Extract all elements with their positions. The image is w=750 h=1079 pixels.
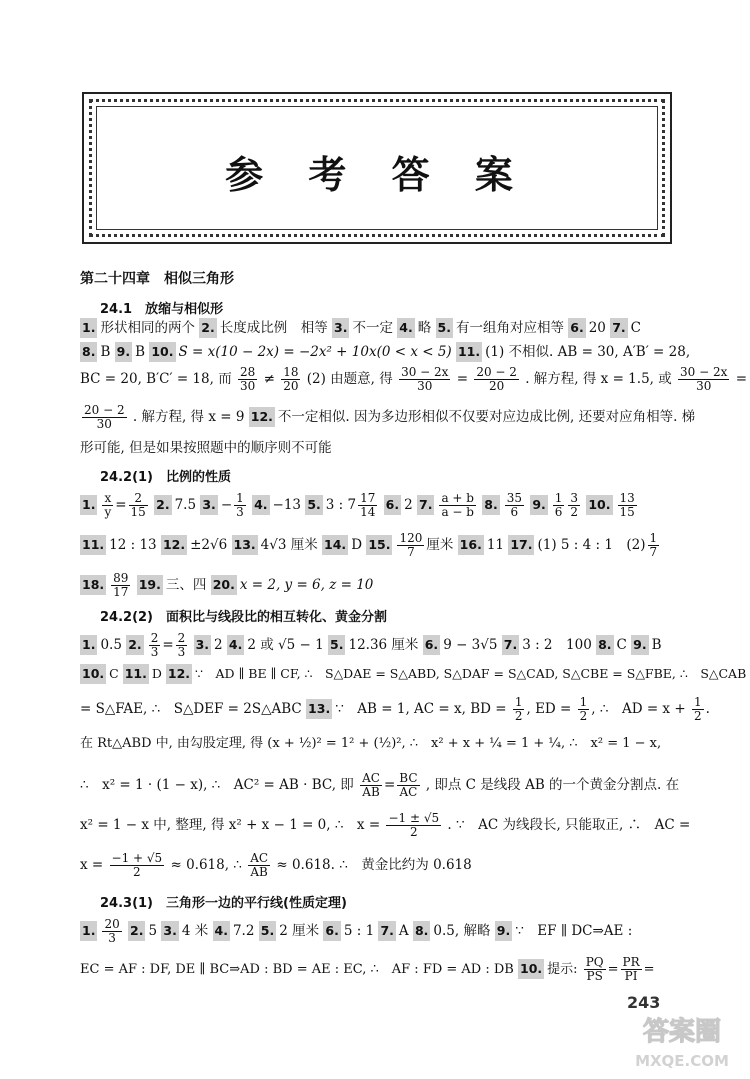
answer-text: (1) 5 : 4 : 1 (2) — [537, 537, 646, 553]
question-number: 11. — [123, 664, 149, 684]
question-number: 1. — [80, 921, 97, 941]
fraction: $\frac{1}{3}$ — [236, 491, 244, 519]
answer-text: EC = AF : DF, DE ∥ BC⇒AD : BD = AE : EC, ∴ AF : FD = AD : DB — [80, 962, 514, 977]
answer-text: 2 厘米 — [279, 923, 320, 939]
question-number: 2. — [128, 921, 145, 941]
answer-text: 形状相同的两个 — [100, 320, 195, 336]
fraction: $\frac{AC}{AB}$ — [362, 771, 380, 799]
answer-text: 7.2 — [232, 923, 255, 939]
operator: = — [456, 371, 469, 387]
answer-text: − — [220, 497, 233, 513]
fraction: $\frac{3}{2}$ — [570, 491, 579, 519]
fraction: $\frac{13}{15}$ — [619, 491, 635, 519]
answer-text: 提示: — [547, 962, 578, 977]
section-heading-24-2-1: 24.2(1) 比例的性质 — [100, 470, 232, 485]
question-number: 8. — [596, 635, 613, 655]
answer-line — [80, 492, 672, 519]
question-number: 8. — [482, 495, 499, 515]
fraction: $\frac{17}{14}$ — [360, 491, 376, 519]
fraction: $\frac{20 - 2}{20}$ — [476, 365, 517, 393]
operator: = — [735, 371, 748, 387]
answer-line — [80, 852, 672, 879]
question-number: 3. — [332, 318, 349, 338]
question-number: 4. — [213, 921, 230, 941]
answer-text: −13 — [272, 497, 302, 513]
answer-line — [80, 403, 696, 431]
question-number: 1. — [80, 318, 97, 338]
answer-text: C — [109, 666, 119, 681]
watermark-logo — [618, 1010, 746, 1072]
question-number: 6. — [568, 318, 585, 338]
answer-text: . 解方程, 得 x = 1.5, 或 — [525, 371, 672, 387]
answer-line — [80, 811, 691, 839]
answer-text: 12 : 13 — [109, 537, 157, 553]
question-number: 10. — [518, 959, 544, 979]
question-number: 10. — [149, 342, 175, 362]
answer-line — [80, 918, 672, 945]
answer-text: 20 — [588, 320, 606, 336]
answer-line — [80, 365, 748, 393]
question-number: 3. — [161, 921, 178, 941]
question-number: 2. — [199, 318, 216, 338]
answer-text: 11 — [486, 537, 505, 553]
answer-text: (2) 由题意, 得 — [306, 371, 393, 387]
answer-text: ∵ AD ∥ BE ∥ CF, ∴ S△DAE = S△ABD, S△DAF = S△CAD, S△CBE = S△FBE, ∴ S△CAB — [195, 666, 747, 681]
question-number: 10. — [80, 664, 106, 684]
answer-text: B — [100, 344, 111, 360]
chapter-heading: 第二十四章 相似三角形 — [80, 271, 234, 287]
answer-line — [80, 695, 710, 723]
answer-text: ∴ x² = 1 · (1 − x), ∴ AC² = AB · BC, 即 — [80, 777, 354, 793]
fraction: $\frac{2}{3}$ — [150, 631, 159, 659]
question-number: 16. — [458, 535, 484, 555]
question-number: 17. — [508, 535, 534, 555]
fraction: $\frac{20 - 2}{30}$ — [84, 403, 125, 431]
answer-line: 在 Rt△ABD 中, 由勾股定理, 得 (x + ½)² = 1² + (½)², ∴ x² + x + ¼ = 1 + ¼, ∴ x² = 1 − x, — [80, 736, 662, 751]
question-number: 3. — [194, 635, 211, 655]
answer-text: ±2√6 — [190, 537, 228, 553]
fraction: $\frac{1}{2}$ — [514, 695, 523, 723]
title-frame — [82, 92, 672, 244]
answer-text: 略 — [417, 320, 432, 336]
answer-text: 2 — [404, 497, 413, 513]
question-number: 5. — [305, 495, 322, 515]
fraction: $\frac{-1 \pm √5}{2}$ — [388, 811, 440, 839]
question-number: 7. — [417, 495, 434, 515]
answer-line: 形可能, 但是如果按照题中的顺序则不可能 — [80, 440, 332, 456]
answer-text: 有一组角对应相等 — [455, 320, 564, 336]
answer-text: x = 2, y = 6, z = 10 — [239, 577, 374, 593]
fraction: $\frac{18}{20}$ — [283, 365, 299, 393]
answer-text: . — [705, 701, 710, 717]
question-number: 11. — [456, 342, 482, 362]
fraction: $\frac{1}{2}$ — [579, 695, 588, 723]
question-number: 12. — [161, 535, 187, 555]
answer-text: C — [630, 320, 641, 336]
answer-text: ∵ EF ∥ DC⇒AE : — [515, 923, 633, 939]
answer-text: 厘米 — [426, 537, 454, 553]
answer-line — [80, 342, 691, 362]
fraction: $\frac{PQ}{PS}$ — [585, 955, 604, 983]
fraction: $\frac{2}{3}$ — [177, 631, 186, 659]
question-number: 6. — [384, 495, 401, 515]
question-number: 2. — [154, 495, 171, 515]
answer-text: 4 米 — [181, 923, 209, 939]
question-number: 8. — [413, 921, 430, 941]
answer-text: , 即点 C 是线段 AB 的一个黄金分割点. 在 — [425, 777, 680, 793]
question-number: 4. — [252, 495, 269, 515]
answer-text: 3 : 7 — [325, 497, 357, 513]
answer-text: x² = 1 − x 中, 整理, 得 x² + x − 1 = 0, ∴ x = — [80, 817, 381, 833]
answer-text: , ED = — [526, 701, 572, 717]
question-number: 10. — [586, 495, 612, 515]
question-number: 5. — [436, 318, 453, 338]
question-number: 7. — [610, 318, 627, 338]
operator: = — [162, 637, 174, 653]
question-number: 14. — [322, 535, 348, 555]
question-number: 7. — [378, 921, 395, 941]
answer-text: B — [651, 637, 662, 653]
fraction: $\frac{a + b}{a - b}$ — [441, 491, 474, 519]
answer-text: . ∵ AC 为线段长, 只能取正, ∴ AC = — [447, 817, 691, 833]
answer-text: (1) 不相似. AB = 30, A′B′ = 28, — [485, 344, 691, 360]
fraction: $\frac{PR}{PI}$ — [622, 955, 640, 983]
answer-text: 5 : 1 — [343, 923, 375, 939]
answer-text: 长度成比例 相等 — [219, 320, 328, 336]
answer-text: ≈ 0.618. ∴ 黄金比约为 0.618 — [276, 857, 472, 873]
question-number: 15. — [366, 535, 392, 555]
answer-text: ∵ AB = 1, AC = x, BD = — [335, 701, 507, 717]
operator: ≠ — [263, 371, 275, 387]
question-number: 9. — [530, 495, 547, 515]
svg-text:MXQE.COM: MXQE.COM — [635, 1052, 729, 1070]
question-number: 4. — [397, 318, 414, 338]
question-number: 6. — [323, 921, 340, 941]
section-heading-24-2-2: 24.2(2) 面积比与线段比的相互转化、黄金分割 — [100, 610, 388, 625]
question-number: 8. — [80, 342, 97, 362]
answer-text: 4√3 厘米 — [260, 537, 318, 553]
fraction: $\frac{120}{7}$ — [399, 531, 423, 559]
svg-text:答案圈: 答案圈 — [642, 1017, 722, 1047]
question-number: 12. — [166, 664, 192, 684]
question-number: 13. — [306, 699, 332, 719]
answer-text: 2 — [214, 637, 223, 653]
answer-text: 5 — [148, 923, 158, 939]
fraction: $\frac{30 - 2x}{30}$ — [401, 365, 449, 393]
answer-text: 7.5 — [174, 497, 197, 513]
question-number: 20. — [211, 575, 237, 595]
question-number: 9. — [631, 635, 648, 655]
section-heading-24-1: 24.1 放缩与相似形 — [100, 302, 224, 317]
fraction: $\frac{28}{30}$ — [240, 365, 256, 393]
answer-text: D — [151, 666, 162, 681]
question-number: 11. — [80, 535, 106, 555]
fraction: $\frac{20}{3}$ — [104, 917, 120, 945]
question-number: 1. — [80, 495, 97, 515]
fraction: $\frac{30 - 2x}{30}$ — [680, 365, 728, 393]
answer-text: A — [398, 923, 409, 939]
answer-text: C — [616, 637, 627, 653]
question-number: 13. — [232, 535, 258, 555]
operator: = — [643, 962, 655, 977]
fraction: $\frac{x}{y}$ — [104, 491, 112, 519]
answer-text: 3 : 2 100 — [522, 637, 592, 653]
answer-text: . 解方程, 得 x = 9 — [132, 409, 245, 425]
answer-text: 三、四 — [165, 577, 207, 593]
answer-text: x = — [80, 857, 104, 873]
answer-text: D — [351, 537, 363, 553]
answer-line — [80, 572, 672, 599]
question-number: 12. — [249, 407, 275, 427]
question-number: 5. — [259, 921, 276, 941]
answer-text: 2 或 √5 − 1 — [247, 637, 324, 653]
answer-text: BC = 20, B′C′ = 18, 而 — [80, 371, 232, 387]
fraction: $\frac{AC}{AB}$ — [250, 851, 269, 879]
fraction: $\frac{35}{6}$ — [506, 491, 523, 519]
question-number: 7. — [502, 635, 519, 655]
question-number: 5. — [328, 635, 345, 655]
section-heading-24-3-1: 24.3(1) 三角形一边的平行线(性质定理) — [100, 896, 347, 911]
answer-text: 12.36 厘米 — [348, 637, 419, 653]
answer-line — [80, 664, 747, 684]
fraction: $\frac{2}{15}$ — [130, 491, 146, 519]
answer-line — [80, 956, 672, 983]
fraction: $\frac{1}{7}$ — [649, 531, 658, 559]
question-number: 4. — [227, 635, 244, 655]
fraction: $\frac{-1 + √5}{2}$ — [111, 851, 163, 879]
answer-text: = S△FAE, ∴ S△DEF = 2S△ABC — [80, 701, 302, 717]
question-number: 1. — [80, 635, 97, 655]
operator: = — [115, 497, 127, 513]
answer-text: 9 − 3√5 — [443, 637, 498, 653]
answer-text: 不一定相似. 因为多边形相似不仅要对应边成比例, 还要对应角相等. 梯 — [277, 409, 696, 425]
answer-line — [80, 318, 672, 338]
answer-text: ≈ 0.618, ∴ — [170, 857, 242, 873]
fraction: $\frac{89}{17}$ — [113, 571, 129, 599]
fraction: $\frac{BC}{AC}$ — [399, 771, 418, 799]
question-number: 6. — [423, 635, 440, 655]
fraction: $\frac{1}{6}$ — [554, 491, 563, 519]
answer-text: 不一定 — [352, 320, 393, 336]
answer-text: 0.5, 解略 — [433, 923, 491, 939]
answer-text: B — [135, 344, 146, 360]
fraction: $\frac{1}{2}$ — [693, 695, 702, 723]
question-number: 9. — [495, 921, 512, 941]
operator: = — [607, 962, 619, 977]
answer-text: 0.5 — [100, 637, 122, 653]
operator: = — [383, 777, 396, 793]
answer-line — [80, 532, 672, 559]
question-number: 3. — [200, 495, 217, 515]
page-title: 参 考 答 案 — [225, 153, 529, 197]
answer-line — [80, 632, 672, 659]
answer-line — [80, 771, 680, 799]
question-number: 9. — [115, 342, 132, 362]
answer-text: , ∴ AD = x + — [591, 701, 686, 717]
page-number: 243 — [627, 993, 661, 1012]
question-number: 2. — [126, 635, 143, 655]
question-number: 19. — [137, 575, 163, 595]
question-number: 18. — [80, 575, 106, 595]
answer-text: S = x(10 − 2x) = −2x² + 10x(0 < x < 5) — [178, 344, 452, 360]
